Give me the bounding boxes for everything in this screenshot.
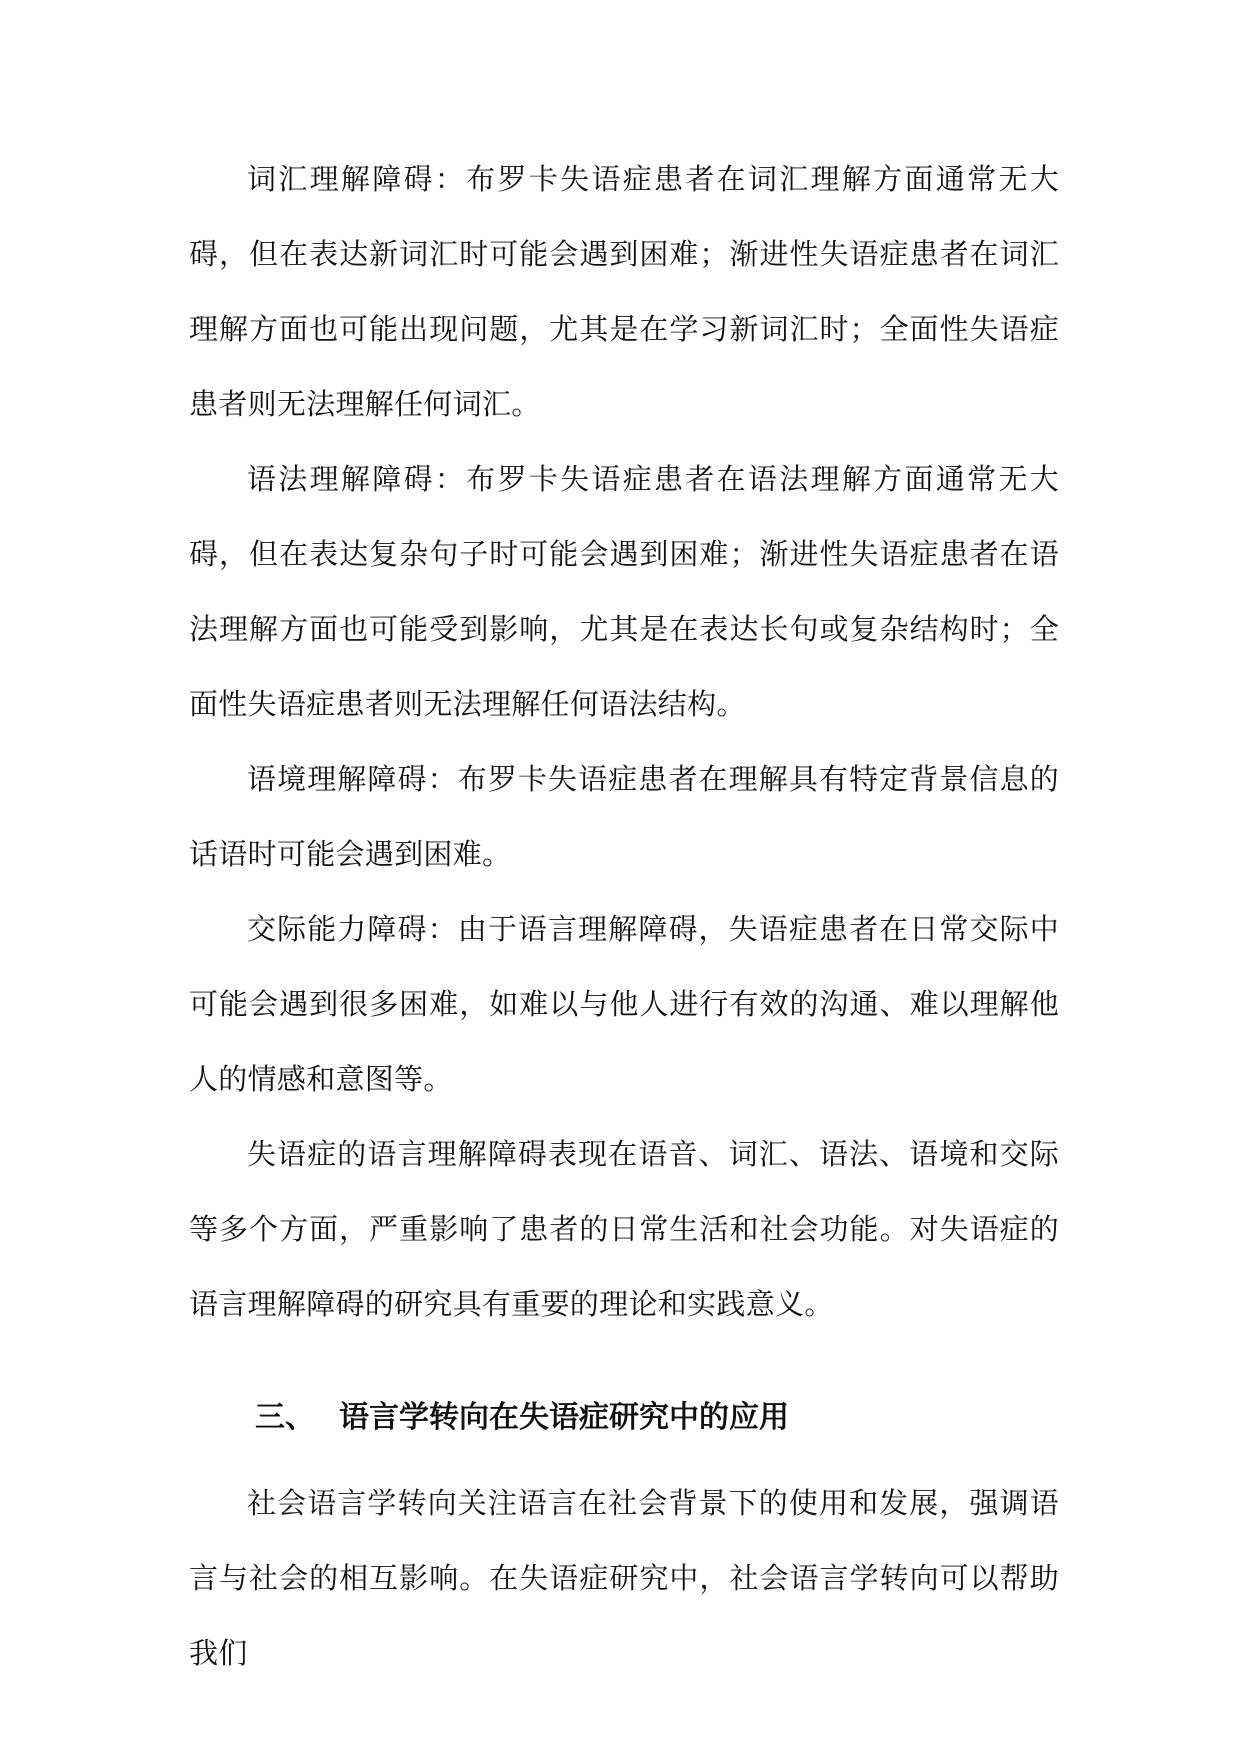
page-body: [189, 142, 1059, 1691]
paragraph-communication-ability: 交际能力障碍：由于语言理解障碍，失语症患者在日常交际中可能会遇到很多困难，如难以与他人进行有效的沟通、难以理解他人的情感和意图等。: [189, 912, 1059, 1096]
section-heading: [189, 1378, 1059, 1458]
paragraph-grammar-comprehension: 语法理解障碍：布罗卡失语症患者在语法理解方面通常无大碍，但在表达复杂句子时可能会遇到困难；渐进性失语症患者在语法理解方面也可能受到影响，尤其是在表达长句或复杂结构时；全面性失语症患者则无法理解任何语法结构。: [189, 462, 1059, 721]
paragraph-vocabulary-comprehension: 词汇理解障碍：布罗卡失语症患者在词汇理解方面通常无大碍，但在表达新词汇时可能会遇到困难；渐进性失语症患者在词汇理解方面也可能出现问题，尤其是在学习新词汇时；全面性失语症患者则无法理解任何词汇。: [189, 162, 1059, 421]
section-title: 语言学转向在失语症研究中的应用: [339, 1400, 789, 1435]
paragraph-summary: 失语症的语言理解障碍表现在语音、词汇、语法、语境和交际等多个方面，严重影响了患者的日常生活和社会功能。对失语症的语言理解障碍的研究具有重要的理论和实践意义。: [189, 1137, 1059, 1321]
paragraph-sociolinguistic-turn: 社会语言学转向关注语言在社会背景下的使用和发展，强调语言与社会的相互影响。在失语症研究中，社会语言学转向可以帮助我们: [189, 1486, 1059, 1670]
paragraph-context-comprehension: 语境理解障碍：布罗卡失语症患者在理解具有特定背景信息的话语时可能会遇到困难。: [189, 762, 1059, 871]
section-number: 三、: [255, 1400, 315, 1435]
